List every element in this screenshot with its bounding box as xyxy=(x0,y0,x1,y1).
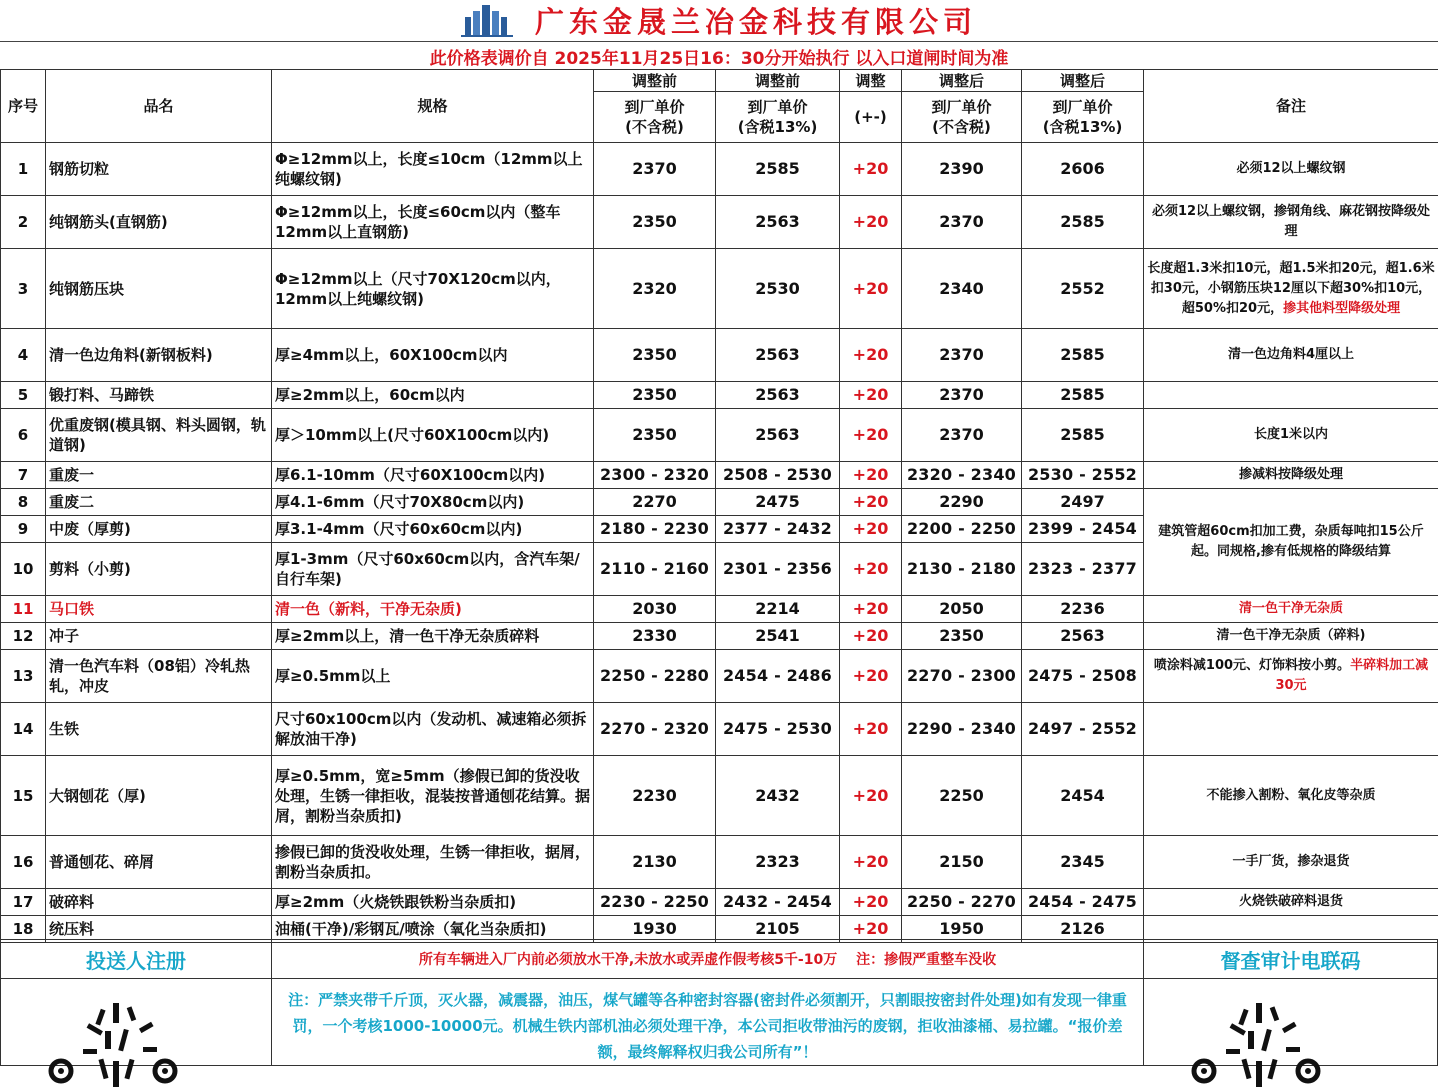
row-adjustment: +20 xyxy=(840,916,902,943)
row-seq: 4 xyxy=(1,329,46,382)
row-before-incl-tax: 2475 - 2530 xyxy=(716,703,840,756)
row-spec: 清一色（新料，干净无杂质) xyxy=(272,596,594,623)
row-spec: 油桶(干净)/彩钢瓦/喷涂（氧化当杂质扣) xyxy=(272,916,594,943)
remark-text: 必须12以上螺纹钢 xyxy=(1236,161,1345,176)
row-seq: 16 xyxy=(1,836,46,889)
row-adjustment: +20 xyxy=(840,623,902,650)
row-after-excl-tax: 2290 - 2340 xyxy=(902,703,1022,756)
table-row xyxy=(1,329,1438,382)
remark-text: 清一色边角料4厘以上 xyxy=(1228,347,1354,362)
row-name: 锻打料、马蹄铁 xyxy=(46,382,272,409)
row-remark xyxy=(1144,836,1438,889)
row-after-incl-tax: 2497 - 2552 xyxy=(1022,703,1144,756)
table-row xyxy=(1,143,1438,196)
row-adjustment: +20 xyxy=(840,543,902,596)
remark-text: 长度1米以内 xyxy=(1254,427,1328,442)
row-after-excl-tax: 2050 xyxy=(902,596,1022,623)
row-name: 统压料 xyxy=(46,916,272,943)
qr-code-icon xyxy=(43,1001,183,1091)
row-before-incl-tax: 2105 xyxy=(716,916,840,943)
row-remark xyxy=(1144,329,1438,382)
table-row xyxy=(1,836,1438,889)
row-before-incl-tax: 2432 - 2454 xyxy=(716,889,840,916)
remark-text: 长度超1.3米扣10元，超1.5米扣20元，超1.6米扣30元，小钢筋压块12厘以下超30%扣10元，超50%扣20元， xyxy=(1147,261,1434,316)
row-seq: 12 xyxy=(1,623,46,650)
col-before1-top: 调整前 xyxy=(594,70,716,92)
row-adjustment: +20 xyxy=(840,836,902,889)
row-seq: 1 xyxy=(1,143,46,196)
col-after1-top: 调整后 xyxy=(902,70,1022,92)
row-spec: 厚≥0.5mm以上 xyxy=(272,650,594,703)
row-remark xyxy=(1144,382,1438,409)
row-after-incl-tax: 2497 xyxy=(1022,489,1144,516)
row-after-incl-tax: 2585 xyxy=(1022,382,1144,409)
row-spec: 厚≥2mm以上，清一色干净无杂质碎料 xyxy=(272,623,594,650)
row-after-excl-tax: 1950 xyxy=(902,916,1022,943)
row-adjustment: +20 xyxy=(840,462,902,489)
row-remark xyxy=(1144,889,1438,916)
row-after-excl-tax: 2370 xyxy=(902,196,1022,249)
col-remark: 备注 xyxy=(1144,70,1438,143)
row-spec: 厚≥2mm以上，60cm以内 xyxy=(272,382,594,409)
row-seq: 3 xyxy=(1,249,46,329)
row-before-excl-tax: 2270 - 2320 xyxy=(594,703,716,756)
building-logo-icon xyxy=(461,3,513,37)
row-after-incl-tax: 2454 - 2475 xyxy=(1022,889,1144,916)
row-spec: 厚≥0.5mm，宽≥5mm（掺假已卸的货没收处理，生锈一律拒收，混装按普通刨花结算。据屑，割粉当杂质扣) xyxy=(272,756,594,836)
page-header xyxy=(0,0,1438,40)
col-spec: 规格 xyxy=(272,70,594,143)
row-seq: 7 xyxy=(1,462,46,489)
row-spec: 尺寸60x100cm以内（发动机、减速箱必须拆解放油干净) xyxy=(272,703,594,756)
row-after-incl-tax: 2585 xyxy=(1022,329,1144,382)
col-after1-b: (不含税) xyxy=(905,117,1018,137)
row-remark xyxy=(1144,756,1438,836)
table-row xyxy=(1,596,1438,623)
row-before-excl-tax: 2130 xyxy=(594,836,716,889)
row-spec: Φ≥12mm以上，长度≤10cm（12mm以上纯螺纹钢) xyxy=(272,143,594,196)
col-adj-top: 调整 xyxy=(840,70,902,92)
row-adjustment: +20 xyxy=(840,329,902,382)
table-row xyxy=(1,462,1438,489)
row-remark xyxy=(1144,596,1438,623)
remark-text: 建筑管超60cm扣加工费，杂质每吨扣15公斤起。同规格,掺有低规格的降级结算 xyxy=(1158,524,1423,559)
row-name: 纯钢筋压块 xyxy=(46,249,272,329)
row-adjustment: +20 xyxy=(840,196,902,249)
row-before-incl-tax: 2301 - 2356 xyxy=(716,543,840,596)
row-before-incl-tax: 2563 xyxy=(716,409,840,462)
row-after-excl-tax: 2250 xyxy=(902,756,1022,836)
row-after-excl-tax: 2340 xyxy=(902,249,1022,329)
row-before-incl-tax: 2563 xyxy=(716,196,840,249)
row-after-incl-tax: 2530 - 2552 xyxy=(1022,462,1144,489)
row-before-excl-tax: 2350 xyxy=(594,196,716,249)
row-after-excl-tax: 2200 - 2250 xyxy=(902,516,1022,543)
row-adjustment: +20 xyxy=(840,382,902,409)
remark-text: 喷涂料减100元、灯饰料按小剪。 xyxy=(1154,658,1350,673)
remark-text: 火烧铁破碎料退货 xyxy=(1239,894,1343,909)
warning-line: 所有车辆进入厂内前必须放水干净,未放水或弄虚作假考核5千-10万 注：掺假严重整车没收 xyxy=(419,949,996,969)
audit-title: 督查审计电联码 xyxy=(1221,945,1361,974)
col-before2-a: 到厂单价 xyxy=(719,97,836,117)
row-before-incl-tax: 2454 - 2486 xyxy=(716,650,840,703)
remark-text: 清一色干净无杂质（碎料) xyxy=(1217,628,1366,643)
row-name: 清一色边角料(新钢板料) xyxy=(46,329,272,382)
col-adj-b: (+-) xyxy=(840,92,902,143)
footer-right-qr-cell xyxy=(1143,978,1438,1066)
header-row-top xyxy=(1,70,1438,92)
row-name: 马口铁 xyxy=(46,596,272,623)
row-after-incl-tax: 2563 xyxy=(1022,623,1144,650)
row-seq: 11 xyxy=(1,596,46,623)
footer-left-title-cell xyxy=(0,939,272,979)
row-after-excl-tax: 2370 xyxy=(902,382,1022,409)
table-row xyxy=(1,489,1438,516)
row-after-incl-tax: 2236 xyxy=(1022,596,1144,623)
row-adjustment: +20 xyxy=(840,489,902,516)
remark-red-text: 半碎料加工减30元 xyxy=(1275,658,1428,693)
row-name: 中废（厚剪) xyxy=(46,516,272,543)
row-seq: 8 xyxy=(1,489,46,516)
qr-code-icon xyxy=(1186,1001,1326,1091)
row-seq: 18 xyxy=(1,916,46,943)
row-spec: 掺假已卸的货没收处理，生锈一律拒收，据屑，割粉当杂质扣。 xyxy=(272,836,594,889)
row-name: 冲子 xyxy=(46,623,272,650)
row-spec: 厚≥2mm（火烧铁跟铁粉当杂质扣) xyxy=(272,889,594,916)
row-spec: 厚4.1-6mm（尺寸70X80cm以内) xyxy=(272,489,594,516)
row-before-excl-tax: 2230 - 2250 xyxy=(594,889,716,916)
row-before-incl-tax: 2475 xyxy=(716,489,840,516)
row-seq: 5 xyxy=(1,382,46,409)
row-name: 重废二 xyxy=(46,489,272,516)
row-spec: 厚≥4mm以上，60X100cm以内 xyxy=(272,329,594,382)
row-after-excl-tax: 2370 xyxy=(902,329,1022,382)
row-seq: 6 xyxy=(1,409,46,462)
row-before-excl-tax: 2350 xyxy=(594,409,716,462)
col-name: 品名 xyxy=(46,70,272,143)
row-after-incl-tax: 2585 xyxy=(1022,409,1144,462)
row-spec: 厚＞10mm以上(尺寸60X100cm以内) xyxy=(272,409,594,462)
row-adjustment: +20 xyxy=(840,516,902,543)
remark-text: 一手厂货，掺杂退货 xyxy=(1232,854,1349,869)
row-before-incl-tax: 2432 xyxy=(716,756,840,836)
row-name: 清一色汽车料（08铝）冷轧热轧，冲皮 xyxy=(46,650,272,703)
row-after-incl-tax: 2606 xyxy=(1022,143,1144,196)
row-before-excl-tax: 2270 xyxy=(594,489,716,516)
row-adjustment: +20 xyxy=(840,756,902,836)
row-before-excl-tax: 2230 xyxy=(594,756,716,836)
row-name: 剪料（小剪) xyxy=(46,543,272,596)
col-before2-top: 调整前 xyxy=(716,70,840,92)
row-after-excl-tax: 2390 xyxy=(902,143,1022,196)
table-row xyxy=(1,249,1438,329)
row-after-incl-tax: 2399 - 2454 xyxy=(1022,516,1144,543)
row-before-incl-tax: 2323 xyxy=(716,836,840,889)
table-row xyxy=(1,623,1438,650)
register-title: 投送人注册 xyxy=(86,945,186,974)
row-spec: 厚6.1-10mm（尺寸60X100cm以内) xyxy=(272,462,594,489)
row-name: 优重废钢(模具钢、料头圆钢，轨道钢) xyxy=(46,409,272,462)
col-before2-b: (含税13%) xyxy=(719,117,836,137)
row-before-excl-tax: 2350 xyxy=(594,329,716,382)
row-before-excl-tax: 2110 - 2160 xyxy=(594,543,716,596)
row-after-excl-tax: 2250 - 2270 xyxy=(902,889,1022,916)
col-after1-a: 到厂单价 xyxy=(905,97,1018,117)
table-row xyxy=(1,756,1438,836)
row-name: 钢筋切粒 xyxy=(46,143,272,196)
row-before-excl-tax: 2300 - 2320 xyxy=(594,462,716,489)
col-after2-top: 调整后 xyxy=(1022,70,1144,92)
row-before-incl-tax: 2563 xyxy=(716,329,840,382)
row-spec: Φ≥12mm以上，长度≤60cm以内（整车12mm以上直钢筋) xyxy=(272,196,594,249)
row-remark xyxy=(1144,409,1438,462)
row-adjustment: +20 xyxy=(840,889,902,916)
row-spec: 厚1-3mm（尺寸60x60cm以内，含汽车架/自行车架) xyxy=(272,543,594,596)
row-after-incl-tax: 2552 xyxy=(1022,249,1144,329)
row-adjustment: +20 xyxy=(840,143,902,196)
row-before-excl-tax: 2250 - 2280 xyxy=(594,650,716,703)
row-before-excl-tax: 2320 xyxy=(594,249,716,329)
row-before-incl-tax: 2585 xyxy=(716,143,840,196)
row-adjustment: +20 xyxy=(840,650,902,703)
row-before-incl-tax: 2377 - 2432 xyxy=(716,516,840,543)
price-notice: 此价格表调价自 2025年11月25日16：30分开始执行 以入口道闸时间为准 xyxy=(0,41,1438,70)
row-remark xyxy=(1144,143,1438,196)
row-after-incl-tax: 2585 xyxy=(1022,196,1144,249)
table-row xyxy=(1,889,1438,916)
remark-text: 掺减料按降级处理 xyxy=(1239,467,1343,482)
row-remark xyxy=(1144,489,1438,596)
row-name: 重废一 xyxy=(46,462,272,489)
footer-rules-cell xyxy=(271,978,1144,1066)
footer xyxy=(0,939,1438,1066)
remark-text: 清一色干净无杂质 xyxy=(1239,601,1343,616)
row-before-excl-tax: 2350 xyxy=(594,382,716,409)
row-remark xyxy=(1144,249,1438,329)
row-seq: 15 xyxy=(1,756,46,836)
row-after-excl-tax: 2130 - 2180 xyxy=(902,543,1022,596)
remark-text: 必须12以上螺纹钢，掺钢角线、麻花钢按降级处理 xyxy=(1152,204,1430,239)
row-adjustment: +20 xyxy=(840,596,902,623)
row-spec: Φ≥12mm以上（尺寸70X120cm以内，12mm以上纯螺纹钢) xyxy=(272,249,594,329)
row-remark xyxy=(1144,623,1438,650)
row-after-incl-tax: 2454 xyxy=(1022,756,1144,836)
col-seq: 序号 xyxy=(1,70,46,143)
row-remark xyxy=(1144,462,1438,489)
row-after-excl-tax: 2320 - 2340 xyxy=(902,462,1022,489)
table-row xyxy=(1,382,1438,409)
table-row xyxy=(1,703,1438,756)
rules-text: 注：严禁夹带千斤顶，灭火器，减震器，油压，煤气罐等各种密封容器(密封件必须割开，只割眼按密封件处理)如有发现一律重罚，一个考核1000-10000元。机械生铁内部机油必须处理干净，本公司拒收带油污的废钢，拒收油漆桶、易拉罐。“报价差额，最终解释权归我公司所有”！ xyxy=(282,987,1133,1065)
row-name: 普通刨花、碎屑 xyxy=(46,836,272,889)
row-name: 大钢刨花（厚) xyxy=(46,756,272,836)
row-before-incl-tax: 2541 xyxy=(716,623,840,650)
row-after-excl-tax: 2270 - 2300 xyxy=(902,650,1022,703)
row-adjustment: +20 xyxy=(840,703,902,756)
row-adjustment: +20 xyxy=(840,249,902,329)
row-after-incl-tax: 2475 - 2508 xyxy=(1022,650,1144,703)
row-seq: 13 xyxy=(1,650,46,703)
row-before-excl-tax: 1930 xyxy=(594,916,716,943)
row-remark xyxy=(1144,650,1438,703)
row-seq: 14 xyxy=(1,703,46,756)
row-before-excl-tax: 2330 xyxy=(594,623,716,650)
table-row xyxy=(1,650,1438,703)
row-before-excl-tax: 2180 - 2230 xyxy=(594,516,716,543)
row-seq: 10 xyxy=(1,543,46,596)
row-before-incl-tax: 2563 xyxy=(716,382,840,409)
row-name: 纯钢筋头(直钢筋) xyxy=(46,196,272,249)
row-seq: 2 xyxy=(1,196,46,249)
row-name: 生铁 xyxy=(46,703,272,756)
col-after2-b: (含税13%) xyxy=(1025,117,1140,137)
row-before-excl-tax: 2030 xyxy=(594,596,716,623)
row-before-incl-tax: 2530 xyxy=(716,249,840,329)
footer-right-title-cell xyxy=(1143,939,1438,979)
row-remark xyxy=(1144,196,1438,249)
row-before-incl-tax: 2214 xyxy=(716,596,840,623)
row-after-incl-tax: 2126 xyxy=(1022,916,1144,943)
table-row xyxy=(1,409,1438,462)
row-after-excl-tax: 2150 xyxy=(902,836,1022,889)
remark-text: 不能掺入割粉、氧化皮等杂质 xyxy=(1206,788,1375,803)
row-after-excl-tax: 2290 xyxy=(902,489,1022,516)
footer-left-qr-cell xyxy=(0,978,272,1066)
footer-middle-cell xyxy=(271,939,1144,979)
row-name: 破碎料 xyxy=(46,889,272,916)
row-seq: 17 xyxy=(1,889,46,916)
row-after-excl-tax: 2370 xyxy=(902,409,1022,462)
row-before-excl-tax: 2370 xyxy=(594,143,716,196)
row-after-incl-tax: 2345 xyxy=(1022,836,1144,889)
table-row xyxy=(1,196,1438,249)
row-before-incl-tax: 2508 - 2530 xyxy=(716,462,840,489)
row-adjustment: +20 xyxy=(840,409,902,462)
price-table xyxy=(0,69,1438,943)
company-name: 广东金晟兰冶金科技有限公司 xyxy=(535,0,977,41)
row-after-excl-tax: 2350 xyxy=(902,623,1022,650)
col-after2-a: 到厂单价 xyxy=(1025,97,1140,117)
row-remark xyxy=(1144,703,1438,756)
remark-red-text: 掺其他料型降级处理 xyxy=(1283,301,1400,316)
row-after-incl-tax: 2323 - 2377 xyxy=(1022,543,1144,596)
row-seq: 9 xyxy=(1,516,46,543)
col-before1-a: 到厂单价 xyxy=(597,97,712,117)
row-spec: 厚3.1-4mm（尺寸60x60cm以内) xyxy=(272,516,594,543)
col-before1-b: (不含税) xyxy=(597,117,712,137)
